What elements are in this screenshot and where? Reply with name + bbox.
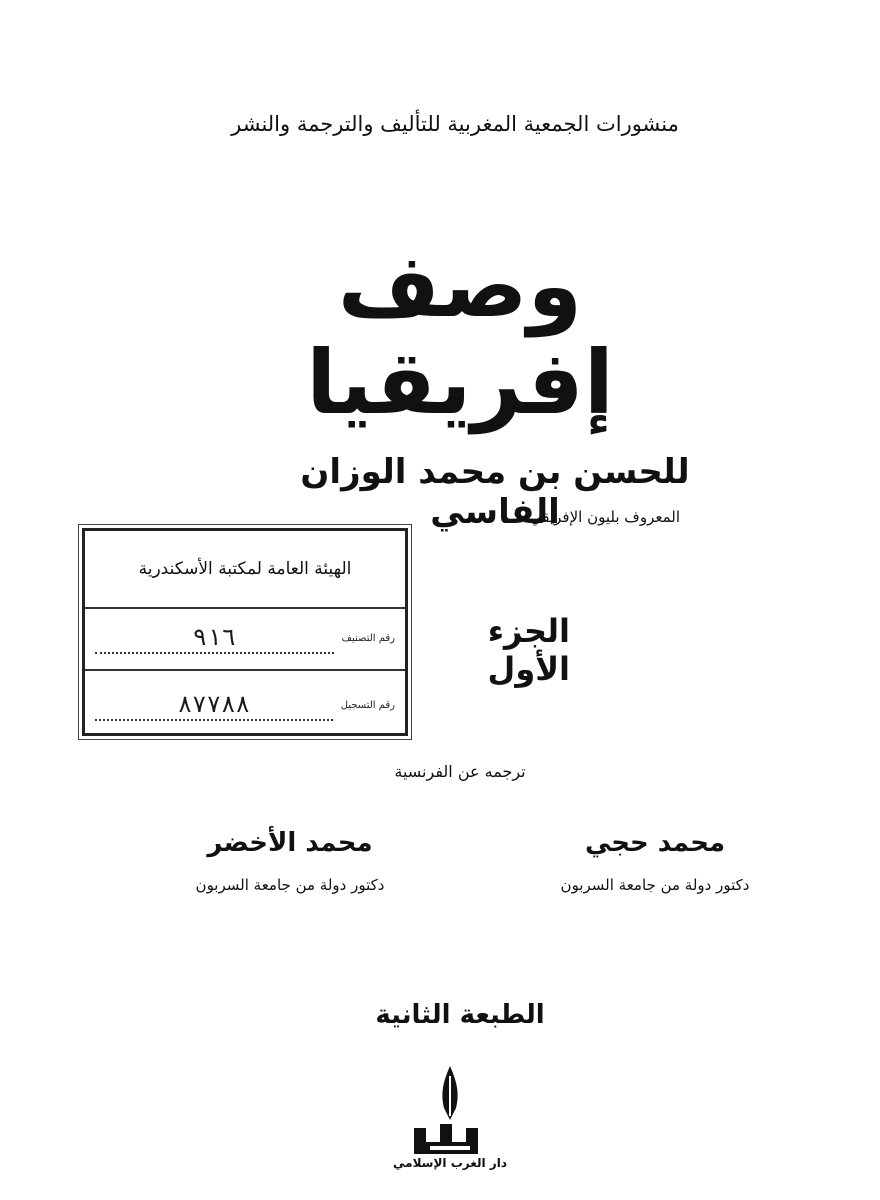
- book-title: وصف إفريقيا: [306, 234, 614, 434]
- publisher-series: منشورات الجمعية المغربية للتأليف والترجمة والنشر: [231, 112, 679, 136]
- author-known-as: المعروف بليون الإفريقي: [529, 508, 680, 526]
- stamp-registration-row: [85, 673, 405, 737]
- stamp-classification-row: [85, 607, 405, 671]
- stamp-institution: الهيئة العامة لمكتبة الأسكندرية: [85, 531, 405, 609]
- translator-2-credential: دكتور دولة من جامعة السربون: [195, 876, 385, 894]
- stamp-classification-label: رقم التصنيف: [341, 632, 395, 644]
- author-name: للحسن بن محمد الوزان الفاسي: [300, 452, 690, 532]
- stamp-classification-value: ٩١٦: [95, 622, 334, 654]
- publisher-logo-icon: [400, 1062, 500, 1162]
- publisher-logo-text: دار الغرب الإسلامي: [393, 1156, 507, 1170]
- translator-2-name: محمد الأخضر: [207, 828, 373, 858]
- translator-1-credential: دكتور دولة من جامعة السربون: [560, 876, 750, 894]
- stamp-registration-label: رقم التسجيل: [340, 699, 395, 711]
- edition-label: الطبعة الثانية: [375, 1000, 545, 1030]
- library-stamp: [82, 528, 408, 736]
- volume-label: الجزء الأول: [487, 612, 570, 688]
- translated-from: ترجمه عن الفرنسية: [394, 762, 526, 781]
- stamp-registration-value: ٨٧٧٨٨: [95, 689, 333, 721]
- translator-1-name: محمد حجي: [584, 828, 726, 858]
